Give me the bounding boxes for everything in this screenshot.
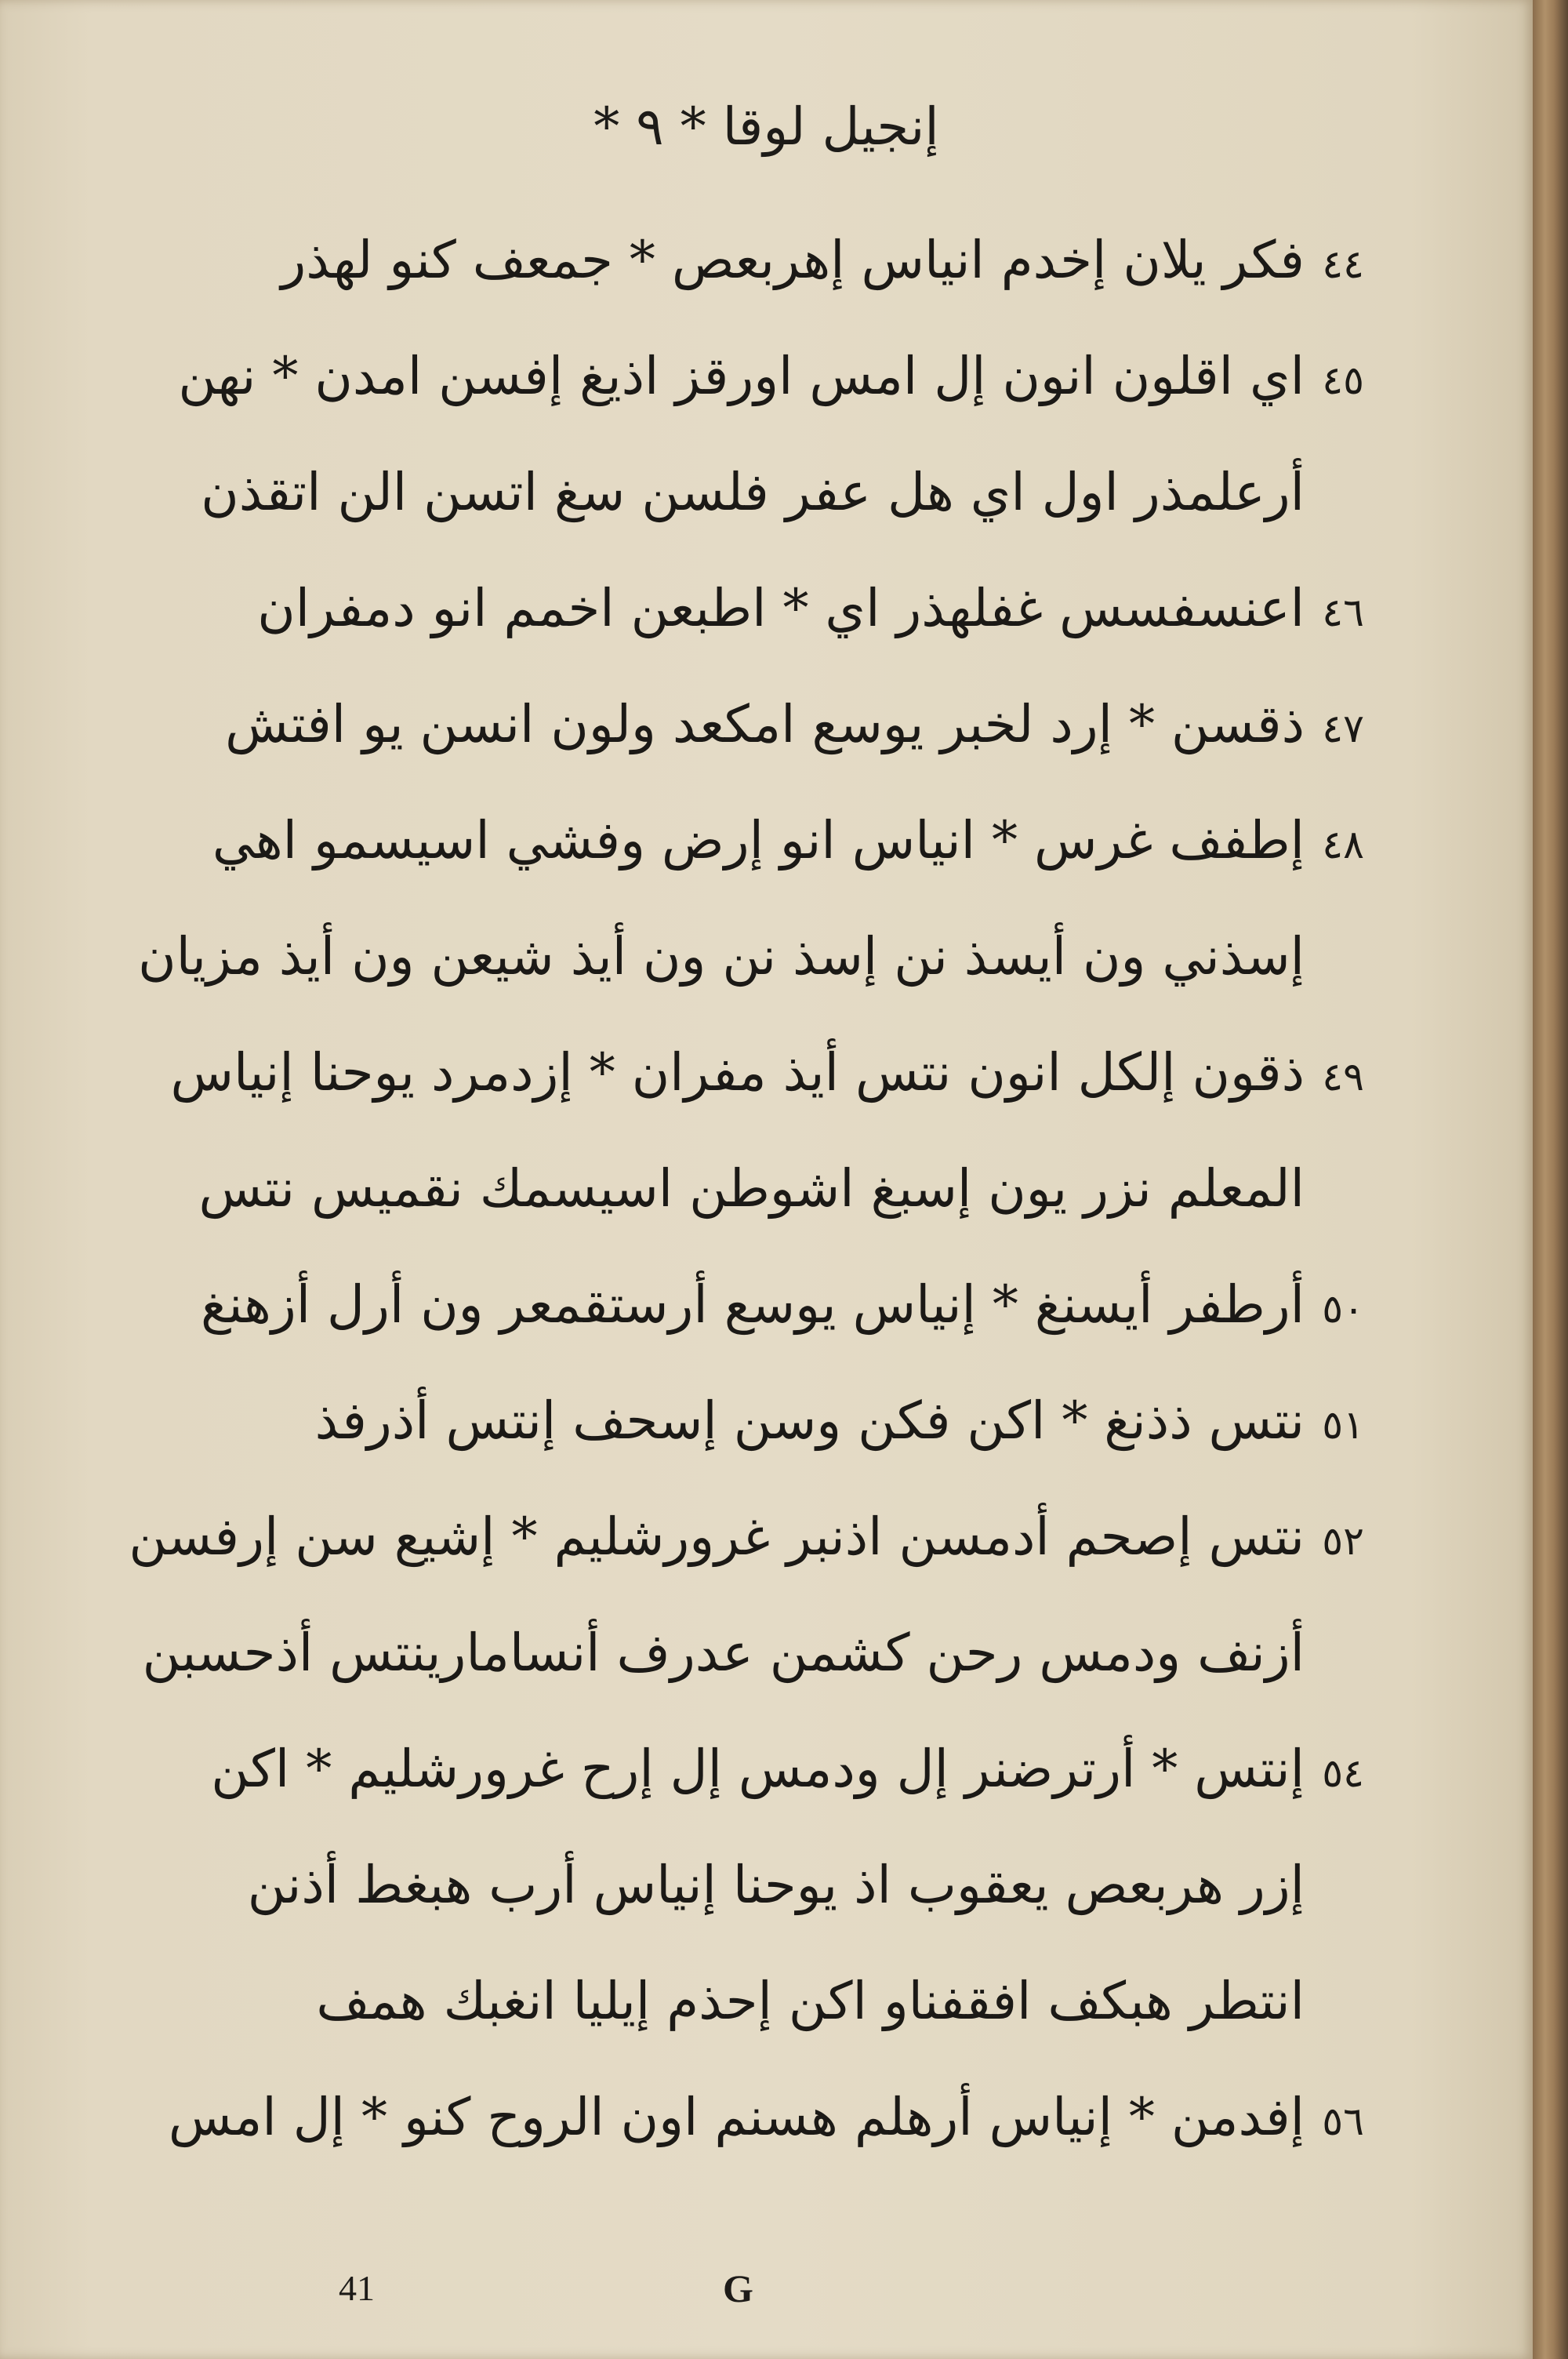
line-text: اي اقلون انون إل امس اورقز اذيغ إفسن امدن * نهن	[178, 346, 1305, 406]
verse-number: ٤٤	[1322, 242, 1364, 287]
text-line	[110, 667, 1364, 783]
line-text: إفدمن * إنياس أرهلم هسنم اون الروح كنو * إل امس	[168, 2087, 1305, 2147]
page-edge	[1533, 0, 1568, 2359]
running-head: إنجيل لوقا * ٩ *	[593, 96, 939, 157]
verse-number: ٤٧	[1322, 706, 1364, 751]
line-text: إسذني ون أيسذ نن إسذ نن ون أيذ شيعن ون أيذ مزيان	[138, 926, 1305, 987]
signature-mark: G	[723, 2266, 753, 2310]
line-text: فكر يلان إخدم انياس إهربعص * جمعف كنو لهذر	[281, 230, 1305, 290]
line-text: إزر هربعص يعقوب اذ يوحنا إنياس أرب هبغط أذنن	[247, 1855, 1305, 1915]
line-text: انتطر هبكف افقفناو اكن إحذم إيليا انغبك همف	[316, 1971, 1305, 2031]
text-line	[110, 2059, 1364, 2175]
text-line	[110, 434, 1364, 551]
line-text: أرعلمذر اول اي هل عفر فلسن سغ اتسن الن اتقذن	[201, 462, 1305, 522]
text-line	[110, 1479, 1364, 1595]
verse-number: ٤٨	[1322, 822, 1364, 867]
text-line	[110, 1247, 1364, 1363]
line-text: المعلم نزر يون إسبغ اشوطن اسيسمك نقميس نتس	[198, 1158, 1305, 1219]
line-text: اعنسفسس غفلهذر اي * اطبعن اخمم انو دمفران	[257, 578, 1305, 638]
line-text: أرطفر أيسنغ * إنياس يوسع أرستقمعر ون أرل أزهنغ	[201, 1274, 1305, 1335]
text-line	[110, 783, 1364, 899]
text-line	[110, 1943, 1364, 2059]
verse-number: ٥١	[1322, 1402, 1364, 1448]
verse-number: ٤٥	[1322, 358, 1364, 403]
text-line	[110, 899, 1364, 1015]
verse-number: ٥٠	[1322, 1286, 1364, 1332]
page-number: 41	[339, 2268, 375, 2308]
verse-number: ٥٤	[1322, 1750, 1364, 1796]
text-line	[110, 1595, 1364, 1711]
line-text: نتس إصحم أدمسن اذنبر غرورشليم * إشيع سن إرفسن	[129, 1507, 1305, 1567]
line-text: إنتس * أرترضنر إل ودمس إل إرح غرورشليم * اكن	[211, 1739, 1305, 1799]
line-text: نتس ذذنغ * اكن فكن وسن إسحف إنتس أذرفذ	[314, 1390, 1305, 1451]
verse-number: ٤٩	[1322, 1054, 1364, 1100]
line-text: ذقسن * إرد لخبر يوسع امكعد ولون انسن يو افتش	[225, 694, 1305, 754]
text-line	[110, 318, 1364, 434]
line-text: أزنف ودمس رحن كشمن عدرف أنسامارينتس أذحسبن	[142, 1623, 1305, 1683]
verse-text-block	[110, 202, 1364, 2175]
text-line	[110, 1363, 1364, 1479]
text-line	[110, 202, 1364, 318]
verse-number: ٤٦	[1322, 590, 1364, 635]
line-text: إطفف غرس * انياس انو إرض وفشي اسيسمو اهي	[212, 810, 1305, 871]
text-line	[110, 1131, 1364, 1247]
text-line	[110, 1015, 1364, 1131]
verse-number: ٥٢	[1322, 1518, 1364, 1564]
text-line	[110, 551, 1364, 667]
verse-number: ٥٦	[1322, 2099, 1364, 2144]
text-line	[110, 1711, 1364, 1827]
line-text: ذقون إلكل انون نتس أيذ مفران * إزدمرد يوحنا إنياس	[170, 1042, 1305, 1103]
text-line	[110, 1827, 1364, 1943]
